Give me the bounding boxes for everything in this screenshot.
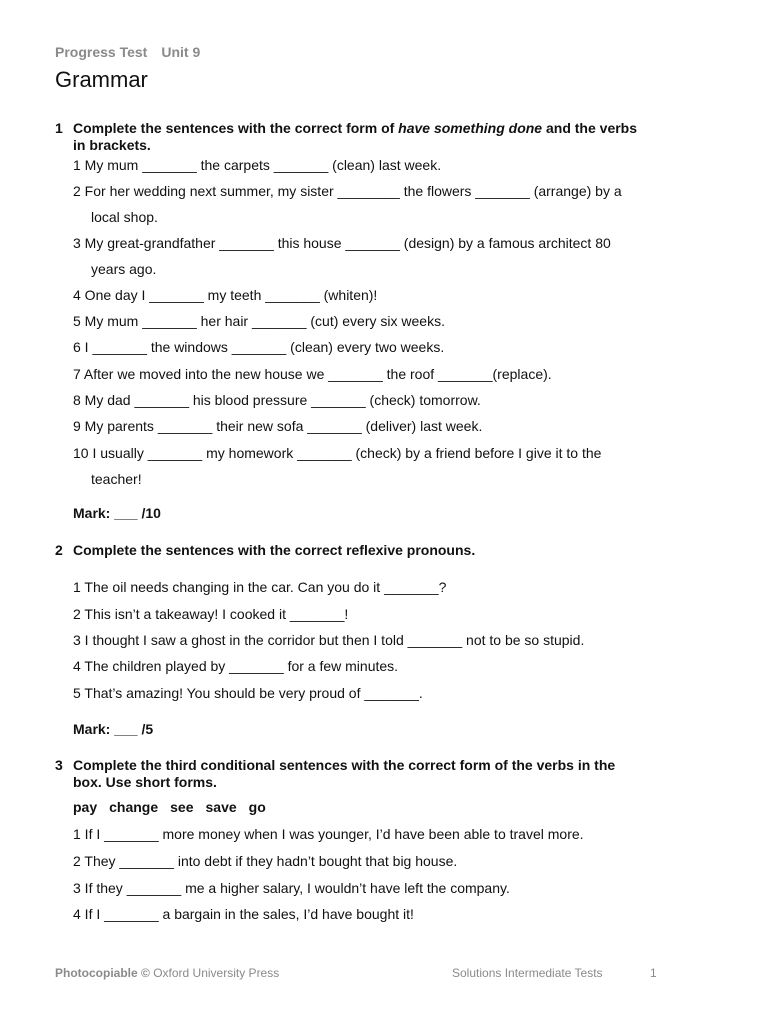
word-box-item: save — [205, 799, 237, 815]
copyright-symbol: © — [141, 966, 150, 980]
section-number: 2 — [55, 542, 63, 558]
list-item: 2 For her wedding next summer, my sister ________ the flowers _______ (arrange) by a — [73, 183, 622, 199]
list-item: 1 My mum _______ the carpets _______ (clean) last week. — [73, 157, 442, 173]
list-item-continuation: local shop. — [91, 209, 158, 225]
instruction-text: Complete the third conditional sentences with the correct form of the verbs in the — [73, 757, 616, 773]
section-number: 3 — [55, 757, 63, 773]
list-item: 1 If I _______ more money when I was younger, I’d have been able to travel more. — [73, 826, 584, 842]
word-box-item: go — [248, 799, 266, 815]
word-box-item: see — [170, 799, 194, 815]
instruction-text-line2: in brackets. — [73, 137, 151, 153]
list-item: 1 The oil needs changing in the car. Can you do it _______? — [73, 579, 447, 595]
list-item: 4 If I _______ a bargain in the sales, I’d have bought it! — [73, 906, 414, 922]
instruction-text-line2: box. Use short forms. — [73, 774, 217, 790]
list-item: 8 My dad _______ his blood pressure _______ (check) tomorrow. — [73, 392, 481, 408]
list-item: 6 I _______ the windows _______ (clean) every two weeks. — [73, 339, 445, 355]
list-item: 4 One day I _______ my teeth _______ (whiten)! — [73, 287, 378, 303]
header-unit: Unit 9 — [161, 44, 201, 60]
section-2-instruction — [55, 542, 715, 559]
footer-photocopiable: Photocopiable — [55, 966, 138, 980]
running-header — [55, 44, 200, 60]
list-item: 3 I thought I saw a ghost in the corridor but then I told _______ not to be so stupid. — [73, 632, 585, 648]
list-item: 3 If they _______ me a higher salary, I wouldn’t have left the company. — [73, 880, 510, 896]
instruction-text: Complete the sentences with the correct reflexive pronouns. — [73, 542, 476, 558]
mark-line: Mark: ___ /5 — [73, 721, 154, 737]
section-1-instruction — [55, 120, 715, 154]
list-item: 2 This isn’t a takeaway! I cooked it _______! — [73, 606, 349, 622]
list-item: 2 They _______ into debt if they hadn’t bought that big house. — [73, 853, 458, 869]
word-box-item: change — [109, 799, 159, 815]
instruction-emphasis: have something done — [398, 120, 543, 136]
list-item: 5 My mum _______ her hair _______ (cut) every six weeks. — [73, 313, 445, 329]
word-box-item: pay — [73, 799, 98, 815]
list-item: 3 My great-grandfather _______ this house _______ (design) by a famous architect 80 — [73, 235, 611, 251]
list-item: 7 After we moved into the new house we _______ the roof _______(replace). — [73, 366, 552, 382]
list-item: 4 The children played by _______ for a few minutes. — [73, 658, 399, 674]
footer-copyright — [55, 966, 279, 980]
list-item: 10 I usually _______ my homework _______ (check) by a friend before I give it to the — [73, 445, 602, 461]
mark-line: Mark: ___ /10 — [73, 505, 161, 521]
page-title: Grammar — [55, 67, 148, 92]
word-box — [73, 799, 278, 815]
footer-publisher: Oxford University Press — [153, 966, 280, 980]
list-item: 5 That’s amazing! You should be very proud of _______. — [73, 685, 423, 701]
list-item: 9 My parents _______ their new sofa _______ (deliver) last week. — [73, 418, 483, 434]
section-3-instruction — [55, 757, 715, 791]
section-number: 1 — [55, 120, 63, 136]
page-number: 1 — [650, 966, 657, 980]
list-item-continuation: years ago. — [91, 261, 157, 277]
list-item-continuation: teacher! — [91, 471, 142, 487]
footer-series: Solutions Intermediate Tests — [452, 966, 603, 980]
instruction-text: Complete the sentences with the correct form of have something done and the verbs — [73, 120, 638, 136]
header-test-name: Progress Test — [55, 44, 148, 60]
